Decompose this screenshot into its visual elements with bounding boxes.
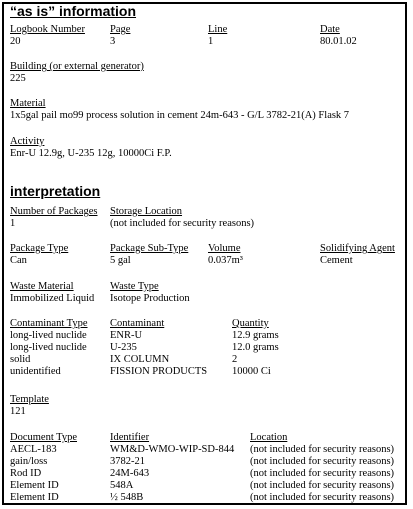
volume-label: Volume xyxy=(208,243,241,254)
date-value: 80.01.02 xyxy=(320,36,357,47)
waste-material-value: Immobilized Liquid xyxy=(10,293,95,304)
waste-material-label: Waste Material xyxy=(10,281,74,292)
document-row-type: gain/loss xyxy=(10,456,48,467)
as-is-heading: “as is” information xyxy=(10,3,137,19)
package-type-value: Can xyxy=(10,255,27,266)
package-type-label: Package Type xyxy=(10,243,69,254)
package-subtype-value: 5 gal xyxy=(110,255,131,266)
line-label: Line xyxy=(208,24,228,35)
document-row-type: Element ID xyxy=(10,480,59,491)
document-type-header: Document Type xyxy=(10,432,78,443)
logbook-label: Logbook Number xyxy=(10,24,85,35)
date-label: Date xyxy=(320,24,340,35)
page-value: 3 xyxy=(110,36,116,47)
identifier-header: Identifier xyxy=(110,432,150,443)
location-header: Location xyxy=(250,432,288,443)
contaminant-header: Contaminant xyxy=(110,318,165,329)
document-row-identifier: ½ 548B xyxy=(110,492,144,503)
contaminant-row-quantity: 12.0 grams xyxy=(232,342,279,353)
document-row-type: AECL-183 xyxy=(10,444,57,455)
waste-type-value: Isotope Production xyxy=(110,293,190,304)
document-row-type: Element ID xyxy=(10,492,59,503)
storage-label: Storage Location xyxy=(110,206,183,217)
document-row-location: (not included for security reasons) xyxy=(250,456,395,467)
num-packages-value: 1 xyxy=(10,218,16,229)
line-value: 1 xyxy=(208,36,214,47)
contaminant-row-quantity: 10000 Ci xyxy=(232,366,271,377)
volume-value: 0.037m³ xyxy=(208,255,243,266)
storage-value: (not included for security reasons) xyxy=(110,218,255,229)
waste-type-label: Waste Type xyxy=(110,281,159,292)
document-row-identifier: WM&D-WMO-WIP-SD-844 xyxy=(110,444,235,455)
contaminant-row-quantity: 12.9 grams xyxy=(232,330,279,341)
quantity-header: Quantity xyxy=(232,318,269,329)
building-label: Building (or external generator) xyxy=(10,61,144,72)
contaminant-row-type: long-lived nuclide xyxy=(10,330,87,341)
page-label: Page xyxy=(110,24,131,35)
document-row-type: Rod ID xyxy=(10,468,42,479)
contaminant-row-type: solid xyxy=(10,354,31,365)
num-packages-label: Number of Packages xyxy=(10,206,98,217)
solidifying-value: Cement xyxy=(320,255,353,266)
contaminant-row-name: ENR-U xyxy=(110,330,143,341)
package-subtype-label: Package Sub-Type xyxy=(110,243,189,254)
contaminant-row-quantity: 2 xyxy=(232,354,238,365)
material-value: 1x5gal pail mo99 process solution in cement 24m-643 - G/L 3782-21(A) Flask 7 xyxy=(10,110,350,121)
document-row-location: (not included for security reasons) xyxy=(250,492,395,503)
material-label: Material xyxy=(10,98,46,109)
document-row-identifier: 24M-643 xyxy=(110,468,150,479)
contaminant-row-name: U-235 xyxy=(110,342,137,353)
activity-label: Activity xyxy=(10,136,45,147)
solidifying-label: Solidifying Agent xyxy=(320,243,395,254)
document-row-location: (not included for security reasons) xyxy=(250,444,395,455)
document-row-identifier: 3782-21 xyxy=(110,456,145,467)
contaminant-type-header: Contaminant Type xyxy=(10,318,88,329)
building-value: 225 xyxy=(10,73,26,84)
logbook-value: 20 xyxy=(10,36,21,47)
contaminant-row-name: FISSION PRODUCTS xyxy=(110,366,208,377)
template-label: Template xyxy=(10,394,49,405)
contaminant-row-type: unidentified xyxy=(10,366,61,377)
activity-value: Enr-U 12.9g, U-235 12g, 10000Ci F.P. xyxy=(10,148,172,159)
contaminant-row-name: IX COLUMN xyxy=(110,354,170,365)
template-value: 121 xyxy=(10,406,26,417)
document-row-location: (not included for security reasons) xyxy=(250,468,395,479)
document-row-identifier: 548A xyxy=(110,480,134,491)
contaminant-row-type: long-lived nuclide xyxy=(10,342,87,353)
document-row-location: (not included for security reasons) xyxy=(250,480,395,491)
interpretation-heading: interpretation xyxy=(10,183,101,199)
